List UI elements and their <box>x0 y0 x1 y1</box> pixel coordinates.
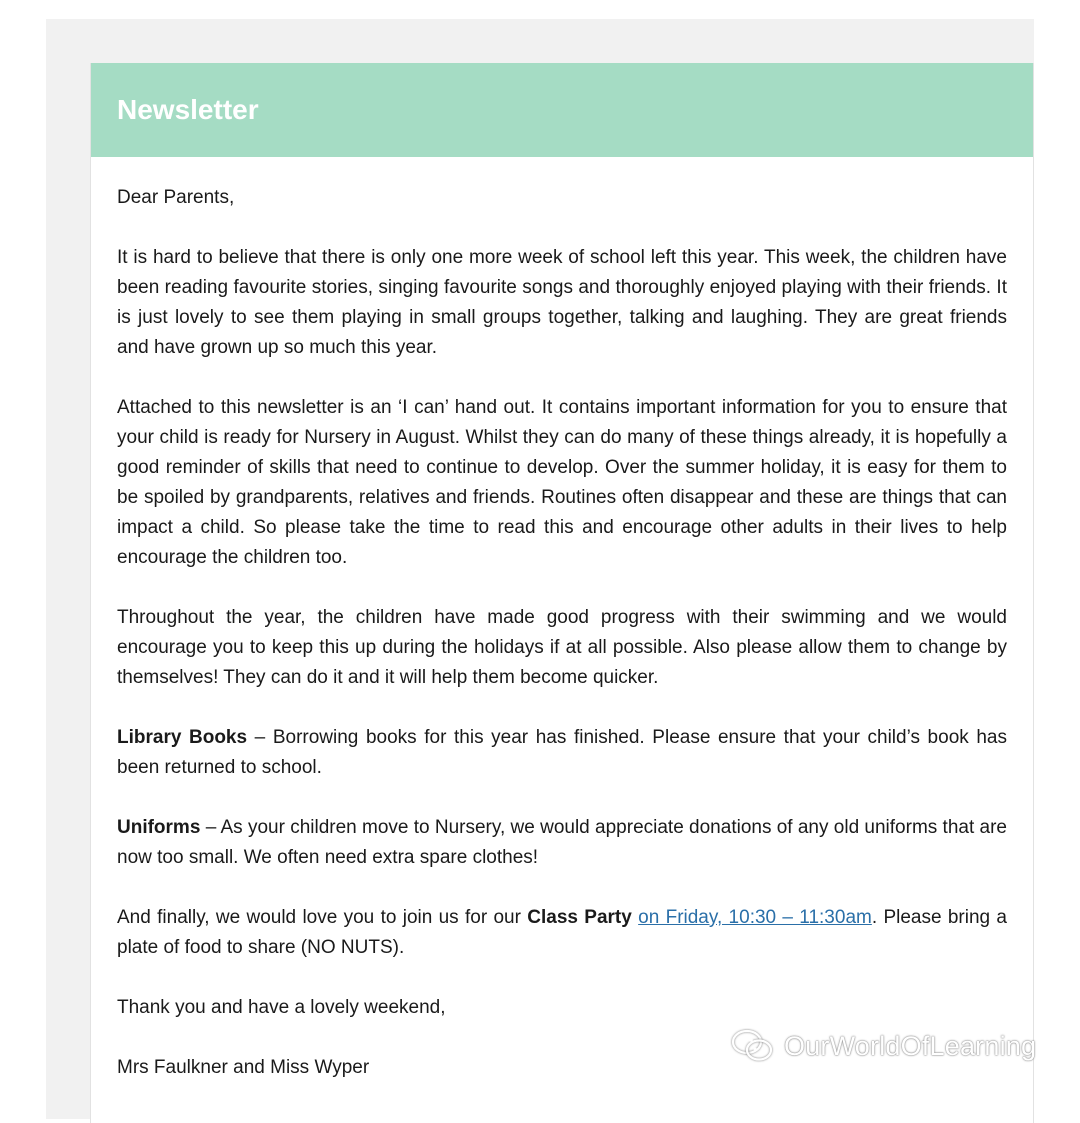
class-party-intro: And finally, we would love you to join us for our <box>117 907 528 928</box>
paragraph-class-party <box>117 903 1007 963</box>
watermark-text: OurWorldOfLearning <box>784 1030 1037 1061</box>
paragraph-week-summary: It is hard to believe that there is only one more week of school left this year. This week, the children have been reading favourite stories, singing favourite songs and thoroughly enjoyed playing with their friends. It is just lovely to see them playing in small groups together, talking and laughing. They are great friends and have grown up so much this year. <box>117 247 1007 358</box>
class-party-label: Class Party <box>527 907 632 928</box>
closing: Thank you and have a lovely weekend, <box>117 997 446 1018</box>
newsletter-title: Newsletter <box>117 94 259 125</box>
library-books-text: – Borrowing books for this year has finished. Please ensure that your child’s book has been returned to school. <box>117 727 1007 778</box>
newsletter-body <box>91 157 1033 1083</box>
uniforms-label: Uniforms <box>117 817 201 838</box>
library-books-label: Library Books <box>117 727 248 748</box>
class-party-time-link[interactable]: on Friday, 10:30 – 11:30am <box>638 907 872 928</box>
watermark <box>730 1028 1036 1064</box>
paragraph-uniforms <box>117 813 1007 873</box>
newsletter-card <box>90 63 1037 1123</box>
wechat-icon <box>730 1028 776 1064</box>
uniforms-text: – As your children move to Nursery, we would appreciate donations of any old uniforms that are now too small. We often need extra spare clothes! <box>117 817 1007 868</box>
newsletter-header <box>91 63 1033 157</box>
class-party-rest: . Please bring a plate of food to share (NO NUTS). <box>117 907 1007 958</box>
signature: Mrs Faulkner and Miss Wyper <box>117 1057 370 1078</box>
greeting: Dear Parents, <box>117 187 235 208</box>
paragraph-swimming: Throughout the year, the children have made good progress with their swimming and we would encourage you to keep this up during the holidays if at all possible. Also please allow them to change by themselves! They can do it and it will help them become quicker. <box>117 607 1007 688</box>
paragraph-library-books <box>117 723 1007 783</box>
paragraph-i-can-handout: Attached to this newsletter is an ‘I can’ hand out. It contains important information for you to ensure that your child is ready for Nursery in August. Whilst they can do many of these things already, it is hopefully a good reminder of skills that need to continue to develop. Over the summer holiday, it is easy for them to be spoiled by grandparents, relatives and friends. Routines often disappear and these are things that can impact a child. So please take the time to read this and encourage other adults in their lives to help encourage the children too. <box>117 397 1007 568</box>
